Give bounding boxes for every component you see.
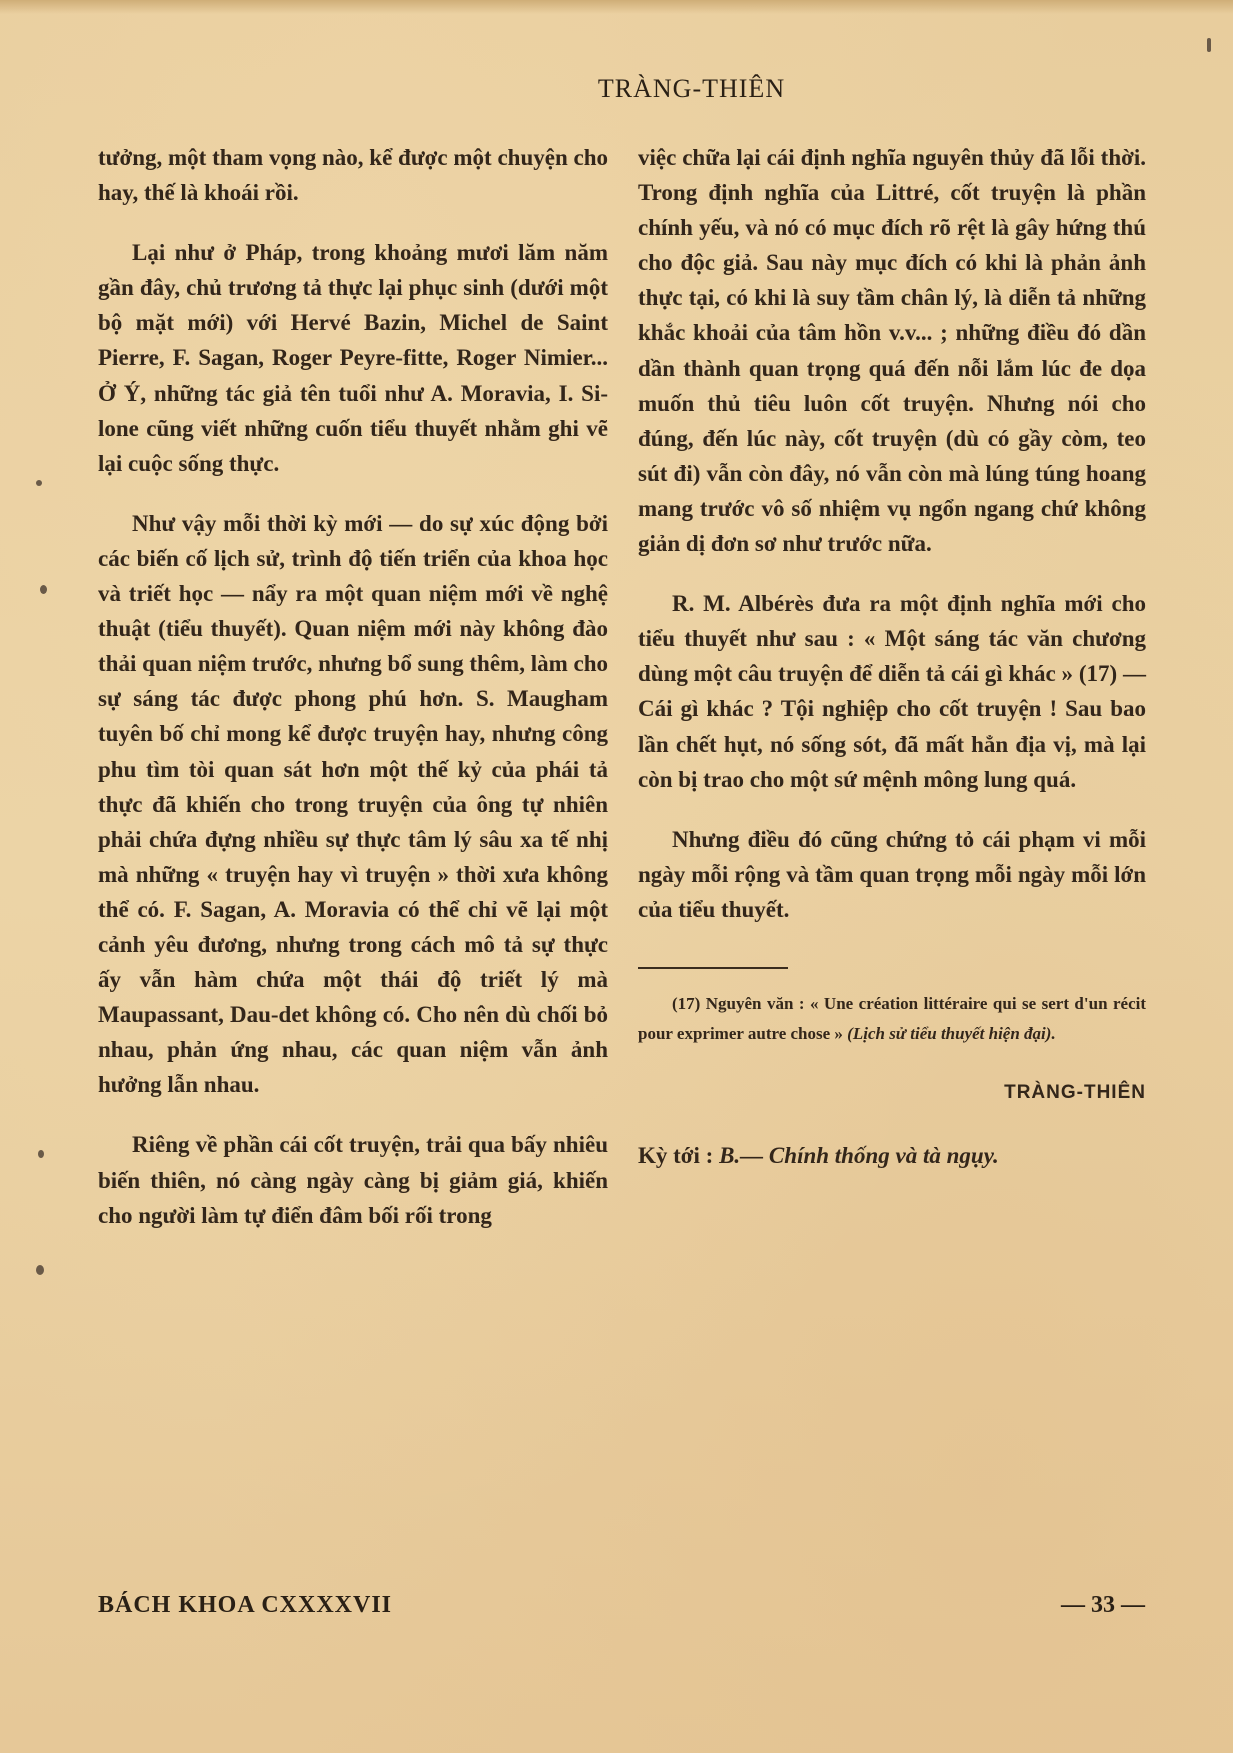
paragraph: Riêng về phần cái cốt truyện, trải qua bấy nhiêu biến thiên, nó càng ngày càng bị giảm giá, khiến cho người làm tự điển đâm bối rối trong	[98, 1132, 608, 1228]
paper-speck	[40, 585, 47, 594]
running-title: TRÀNG-THIÊN	[597, 74, 786, 103]
paragraph: tưởng, một tham vọng nào, kể được một chuyện cho hay, thế là khoái rồi.	[98, 145, 608, 206]
footnote-source: (Lịch sử tiểu thuyết hiện đại).	[847, 1023, 1056, 1043]
page-top-edge	[0, 0, 1233, 14]
paragraph: việc chữa lại cái định nghĩa nguyên thủy đã lỗi thời. Trong định nghĩa của Littré, cốt truyện là phần chính yếu, và nó có mục đích rõ rệt là gây hứng thú cho độc giả. Sau này mục đích có khi là phản ảnh thực tại, có khi là suy tầm chân lý, là diễn tả những khắc khoải của tâm hồn v.v... ; những điều đó dần dần thành quan trọng quá đến nỗi lắm lúc đe dọa muốn thủ tiêu luôn cốt truyện. Nhưng nói cho đúng, đến lúc này, cốt truyện (dù có gầy còm, teo sút đi) vẫn còn đây, nó vẫn còn mà lúng túng hoang mang trước vô số nhiệm vụ ngổn ngang chứ không giản dị đơn sơ như trước nữa.	[638, 145, 1146, 557]
publication-footer: BÁCH KHOA CXXXXVII	[98, 1592, 393, 1618]
author-signature: TRÀNG-THIÊN	[1004, 1081, 1146, 1103]
next-issue-label: Kỳ tới :	[638, 1143, 714, 1169]
paper-speck	[1207, 38, 1211, 52]
page-number: — 33 —	[1061, 1592, 1145, 1618]
paper-speck	[36, 480, 42, 486]
right-column	[638, 140, 1146, 1173]
paragraph: R. M. Albérès đưa ra một định nghĩa mới cho tiểu thuyết như sau : « Một sáng tác văn chương dùng một câu truyện để diễn tả cái gì khác » (17) — Cái gì khác ? Tội nghiệp cho cốt truyện ! Sau bao lần chết hụt, nó sống sót, đã mất hẳn địa vị, mà lại còn bị trao cho một sứ mệnh mông lung quá.	[638, 591, 1146, 792]
footnote-divider	[638, 967, 788, 969]
footnote	[638, 989, 1146, 1049]
paper-speck	[36, 1265, 44, 1275]
next-issue-title: B.— Chính thống và tà ngụy.	[719, 1143, 999, 1169]
footnote-text: (17) Nguyên văn : « Une création littéraire qui se sert d'un récit pour exprimer autre chose »	[638, 993, 1146, 1043]
next-issue-note	[638, 1138, 1146, 1173]
paragraph: Lại như ở Pháp, trong khoảng mươi lăm năm gần đây, chủ trương tả thực lại phục sinh (dưới một bộ mặt mới) với Hervé Bazin, Michel de Saint Pierre, F. Sagan, Roger Peyre-fitte, Roger Nimier... Ở Ý, những tác giả tên tuổi như A. Moravia, I. Si-lone cũng viết những cuốn tiểu thuyết nhằm ghi vẽ lại cuộc sống thực.	[98, 240, 608, 476]
paper-speck	[38, 1150, 44, 1158]
paragraph: Nhưng điều đó cũng chứng tỏ cái phạm vi mỗi ngày mỗi rộng và tầm quan trọng mỗi ngày mỗi lớn của tiểu thuyết.	[638, 826, 1146, 922]
left-column	[98, 140, 608, 1258]
paragraph: Như vậy mỗi thời kỳ mới — do sự xúc động bởi các biến cố lịch sử, trình độ tiến triển của khoa học và triết học — nẩy ra một quan niệm mới về nghệ thuật (tiểu thuyết). Quan niệm mới này không đào thải quan niệm trước, nhưng bổ sung thêm, làm cho sự sáng tác được phong phú hơn. S. Maugham tuyên bố chỉ mong kể được truyện hay, nhưng công phu tìm tòi quan sát hơn một thế kỷ của phái tả thực đã khiến cho trong truyện của ông tự nhiên phải chứa đựng nhiều sự thực tâm lý sâu xa tế nhị mà những « truyện hay vì truyện » thời xưa không thể có. F. Sagan, A. Moravia có thể chỉ vẽ lại một cảnh yêu đương, nhưng trong cách mô tả sự thực ấy vẫn hàm chứa một thái độ triết lý mà Maupassant, Dau-det không có. Cho nên dù chối bỏ nhau, phản ứng nhau, các quan niệm vẫn ảnh hưởng lẫn nhau.	[98, 510, 608, 1098]
